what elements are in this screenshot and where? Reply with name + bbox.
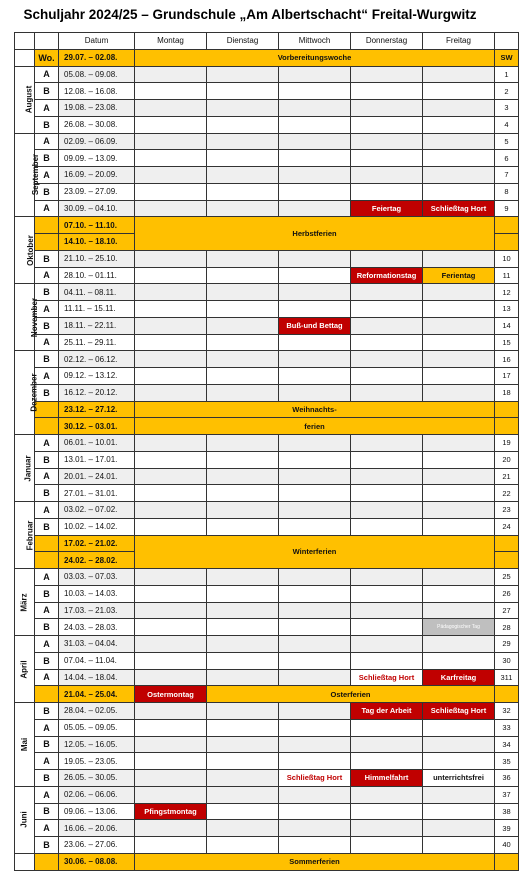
week-letter: B (35, 317, 59, 334)
holiday-pfingstmontag: Pfingstmontag (135, 803, 207, 820)
week-date: 11.11. – 15.11. (59, 301, 135, 318)
do-cell (351, 66, 423, 83)
closure-hort: Schließtag Hort (351, 669, 423, 686)
week-letter: A (35, 669, 59, 686)
week-letter: B (35, 150, 59, 167)
week-letter: A (35, 66, 59, 83)
month-dezember: Dezember (15, 351, 35, 435)
school-week-number: 36 (495, 770, 519, 787)
week-letter: B (35, 770, 59, 787)
holiday-label: Vorbereitungswoche (135, 49, 495, 66)
week-date: 29.07. – 02.08. (59, 49, 135, 66)
holiday-label: Herbstferien (135, 217, 495, 251)
week-date: 19.08. – 23.08. (59, 100, 135, 117)
school-week-number: 21 (495, 468, 519, 485)
calendar-table-wrap (14, 32, 513, 871)
wo-label: Wo. (35, 49, 59, 66)
week-row (15, 803, 519, 820)
week-date: 07.10. – 11.10. (59, 217, 135, 234)
week-letter: B (35, 451, 59, 468)
week-row (15, 100, 519, 117)
week-date: 14.04. – 18.04. (59, 669, 135, 686)
school-week-number: 33 (495, 719, 519, 736)
closure-hort: Schließtag Hort (423, 703, 495, 720)
header-donnerstag: Donnerstag (351, 33, 423, 50)
week-row (15, 183, 519, 200)
week-row (15, 602, 519, 619)
week-row (15, 703, 519, 720)
school-week-number: 34 (495, 736, 519, 753)
school-week-number: 9 (495, 200, 519, 217)
week-date: 24.02. – 28.02. (59, 552, 135, 569)
header-freitag: Freitag (423, 33, 495, 50)
week-row (15, 569, 519, 586)
week-row (15, 837, 519, 854)
week-date: 28.10. – 01.11. (59, 267, 135, 284)
week-row (15, 368, 519, 385)
week-letter: A (35, 468, 59, 485)
holiday-himmelfahrt: Himmelfahrt (351, 770, 423, 787)
week-letter: B (35, 703, 59, 720)
header-month-blank (15, 33, 35, 50)
fr-cell (423, 66, 495, 83)
week-date: 21.04. – 25.04. (59, 686, 135, 703)
week-date: 17.02. – 21.02. (59, 535, 135, 552)
header-dienstag: Dienstag (207, 33, 279, 50)
week-letter: A (35, 334, 59, 351)
school-week-number: 20 (495, 451, 519, 468)
page-title: Schuljahr 2024/25 – Grundschule „Am Albertschacht“ Freital-Wurgwitz (23, 7, 477, 22)
week-letter: A (35, 502, 59, 519)
school-week-number: 35 (495, 753, 519, 770)
week-row (15, 485, 519, 502)
week-row (15, 435, 519, 452)
week-row (15, 116, 519, 133)
month-september: September (15, 133, 35, 217)
week-row (15, 250, 519, 267)
school-week-number: 17 (495, 368, 519, 385)
week-letter: A (35, 368, 59, 385)
week-letter: A (35, 200, 59, 217)
week-date: 27.01. – 31.01. (59, 485, 135, 502)
week-date: 31.03. – 04.04. (59, 636, 135, 653)
week-date: 03.02. – 07.02. (59, 502, 135, 519)
week-row (15, 317, 519, 334)
week-date: 09.06. – 13.06. (59, 803, 135, 820)
week-row (15, 451, 519, 468)
week-row (15, 468, 519, 485)
holiday-label: Weihnachts- (135, 401, 495, 418)
holiday-ostermontag: Ostermontag (135, 686, 207, 703)
week-date: 24.03. – 28.03. (59, 619, 135, 636)
school-week-number: 22 (495, 485, 519, 502)
school-week-number: 25 (495, 569, 519, 586)
week-date: 05.08. – 09.08. (59, 66, 135, 83)
header-mittwoch: Mittwoch (279, 33, 351, 50)
week-date: 04.11. – 08.11. (59, 284, 135, 301)
week-date: 26.08. – 30.08. (59, 116, 135, 133)
week-date: 30.12. – 03.01. (59, 418, 135, 435)
week-row (15, 669, 519, 686)
month-januar: Januar (15, 435, 35, 502)
week-letter: B (35, 485, 59, 502)
week-date: 02.06. – 06.06. (59, 786, 135, 803)
holiday-tag-der-arbeit: Tag der Arbeit (351, 703, 423, 720)
week-date: 14.10. – 18.10. (59, 234, 135, 251)
holiday-feiertag: Feiertag (351, 200, 423, 217)
week-letter: B (35, 736, 59, 753)
week-letter: A (35, 267, 59, 284)
week-row (15, 334, 519, 351)
school-week-number: 40 (495, 837, 519, 854)
week-letter: B (35, 83, 59, 100)
mo-cell (135, 66, 207, 83)
week-date: 25.11. – 29.11. (59, 334, 135, 351)
week-letter: A (35, 133, 59, 150)
week-letter: B (35, 837, 59, 854)
month-august: August (15, 66, 35, 133)
month-oktober: Oktober (15, 217, 35, 284)
week-row (15, 301, 519, 318)
week-row (15, 284, 519, 301)
week-date: 10.03. – 14.03. (59, 585, 135, 602)
week-row (15, 351, 519, 368)
unterrichtsfrei: unterrichtsfrei (423, 770, 495, 787)
week-row (15, 518, 519, 535)
week-date: 16.06. – 20.06. (59, 820, 135, 837)
ferientag: Ferientag (423, 267, 495, 284)
week-date: 26.05. – 30.05. (59, 770, 135, 787)
week-row (15, 820, 519, 837)
school-week-number: 38 (495, 803, 519, 820)
month-juni: Juni (15, 786, 35, 853)
week-date: 20.01. – 24.01. (59, 468, 135, 485)
week-letter: B (35, 384, 59, 401)
week-letter: A (35, 753, 59, 770)
paedagogischer-tag: Pädagogischer Tag (423, 619, 495, 636)
week-date: 06.01. – 10.01. (59, 435, 135, 452)
week-date: 02.09. – 06.09. (59, 133, 135, 150)
school-week-number: 11 (495, 267, 519, 284)
week-letter: B (35, 351, 59, 368)
week-row (15, 384, 519, 401)
school-week-number: 3 (495, 100, 519, 117)
week-date: 17.03. – 21.03. (59, 602, 135, 619)
holiday-karfreitag: Karfreitag (423, 669, 495, 686)
di-cell (207, 66, 279, 83)
week-letter: B (35, 284, 59, 301)
holiday-label: ferien (135, 418, 495, 435)
week-letter: B (35, 116, 59, 133)
week-date: 05.05. – 09.05. (59, 719, 135, 736)
week-date: 10.02. – 14.02. (59, 518, 135, 535)
week-letter: A (35, 786, 59, 803)
school-year-calendar (14, 32, 519, 871)
school-week-number: 10 (495, 250, 519, 267)
school-week-number: 23 (495, 502, 519, 519)
holiday-reformationstag: Reformationstag (351, 267, 423, 284)
holiday-row (15, 535, 519, 552)
header-montag: Montag (135, 33, 207, 50)
week-row (15, 619, 519, 636)
school-week-number: 7 (495, 167, 519, 184)
month-april: April (15, 636, 35, 703)
week-letter: A (35, 435, 59, 452)
school-week-number: 16 (495, 351, 519, 368)
week-date: 23.09. – 27.09. (59, 183, 135, 200)
week-row (15, 786, 519, 803)
week-date: 13.01. – 17.01. (59, 451, 135, 468)
week-row (15, 753, 519, 770)
school-week-number: 27 (495, 602, 519, 619)
week-row (15, 167, 519, 184)
closure-hort: Schließtag Hort (279, 770, 351, 787)
school-week-number: 19 (495, 435, 519, 452)
week-date: 30.06. – 08.08. (59, 853, 135, 870)
school-week-number: 311 (495, 669, 519, 686)
school-week-number: 8 (495, 183, 519, 200)
week-date: 12.08. – 16.08. (59, 83, 135, 100)
holiday-label: Sommerferien (135, 853, 495, 870)
school-week-number: 39 (495, 820, 519, 837)
week-row (15, 636, 519, 653)
week-date: 12.05. – 16.05. (59, 736, 135, 753)
week-letter: B (35, 585, 59, 602)
holiday-label: Winterferien (135, 535, 495, 569)
week-letter: A (35, 602, 59, 619)
school-week-number: 24 (495, 518, 519, 535)
week-date: 19.05. – 23.05. (59, 753, 135, 770)
week-letter: B (35, 652, 59, 669)
week-date: 03.03. – 07.03. (59, 569, 135, 586)
header-sw-blank (495, 33, 519, 50)
school-week-number: 2 (495, 83, 519, 100)
month-maerz: März (15, 569, 35, 636)
week-letter: B (35, 619, 59, 636)
holiday-row (15, 217, 519, 234)
holiday-row (15, 853, 519, 870)
week-letter: B (35, 183, 59, 200)
week-row (15, 585, 519, 602)
week-date: 16.09. – 20.09. (59, 167, 135, 184)
school-week-number: 5 (495, 133, 519, 150)
holiday-row (15, 418, 519, 435)
school-week-number: 29 (495, 636, 519, 653)
week-row (15, 66, 519, 83)
row-vorbereitungswoche (15, 49, 519, 66)
week-letter: B (35, 518, 59, 535)
week-date: 28.04. – 02.05. (59, 703, 135, 720)
school-week-number: 18 (495, 384, 519, 401)
week-letter: A (35, 820, 59, 837)
week-letter: A (35, 167, 59, 184)
header-datum: Datum (59, 33, 135, 50)
week-row (15, 200, 519, 217)
week-letter: A (35, 569, 59, 586)
week-letter: B (35, 803, 59, 820)
week-letter: A (35, 636, 59, 653)
holiday-buss-und-bettag: Buß-und Bettag (279, 317, 351, 334)
school-week-number: 6 (495, 150, 519, 167)
week-row (15, 502, 519, 519)
school-week-number: 14 (495, 317, 519, 334)
week-date: 30.09. – 04.10. (59, 200, 135, 217)
sw-header: SW (495, 49, 519, 66)
week-date: 18.11. – 22.11. (59, 317, 135, 334)
school-week-number: 15 (495, 334, 519, 351)
school-week-number: 26 (495, 585, 519, 602)
week-date: 21.10. – 25.10. (59, 250, 135, 267)
week-date: 02.12. – 06.12. (59, 351, 135, 368)
week-date: 09.12. – 13.12. (59, 368, 135, 385)
holiday-row (15, 401, 519, 418)
month-november: November (15, 284, 35, 351)
school-week-number: 37 (495, 786, 519, 803)
week-date: 23.12. – 27.12. (59, 401, 135, 418)
school-week-number: 13 (495, 301, 519, 318)
school-week-number: 1 (495, 66, 519, 83)
week-date: 09.09. – 13.09. (59, 150, 135, 167)
week-row (15, 652, 519, 669)
week-row (15, 83, 519, 100)
week-row (15, 267, 519, 284)
header-row (15, 33, 519, 50)
week-date: 23.06. – 27.06. (59, 837, 135, 854)
week-row (15, 770, 519, 787)
school-week-number: 32 (495, 703, 519, 720)
school-week-number: 12 (495, 284, 519, 301)
school-week-number: 30 (495, 652, 519, 669)
mi-cell (279, 66, 351, 83)
school-week-number: 4 (495, 116, 519, 133)
week-letter: A (35, 301, 59, 318)
month-mai: Mai (15, 703, 35, 787)
holiday-row (15, 686, 519, 703)
week-letter: B (35, 250, 59, 267)
holiday-label: Osterferien (207, 686, 495, 703)
closure-hort: Schließtag Hort (423, 200, 495, 217)
week-row (15, 133, 519, 150)
week-date: 07.04. – 11.04. (59, 652, 135, 669)
month-februar: Februar (15, 502, 35, 569)
school-week-number: 28 (495, 619, 519, 636)
week-row (15, 150, 519, 167)
week-letter: A (35, 100, 59, 117)
week-row (15, 719, 519, 736)
week-date: 16.12. – 20.12. (59, 384, 135, 401)
header-wo-blank (35, 33, 59, 50)
week-letter: A (35, 719, 59, 736)
week-row (15, 736, 519, 753)
